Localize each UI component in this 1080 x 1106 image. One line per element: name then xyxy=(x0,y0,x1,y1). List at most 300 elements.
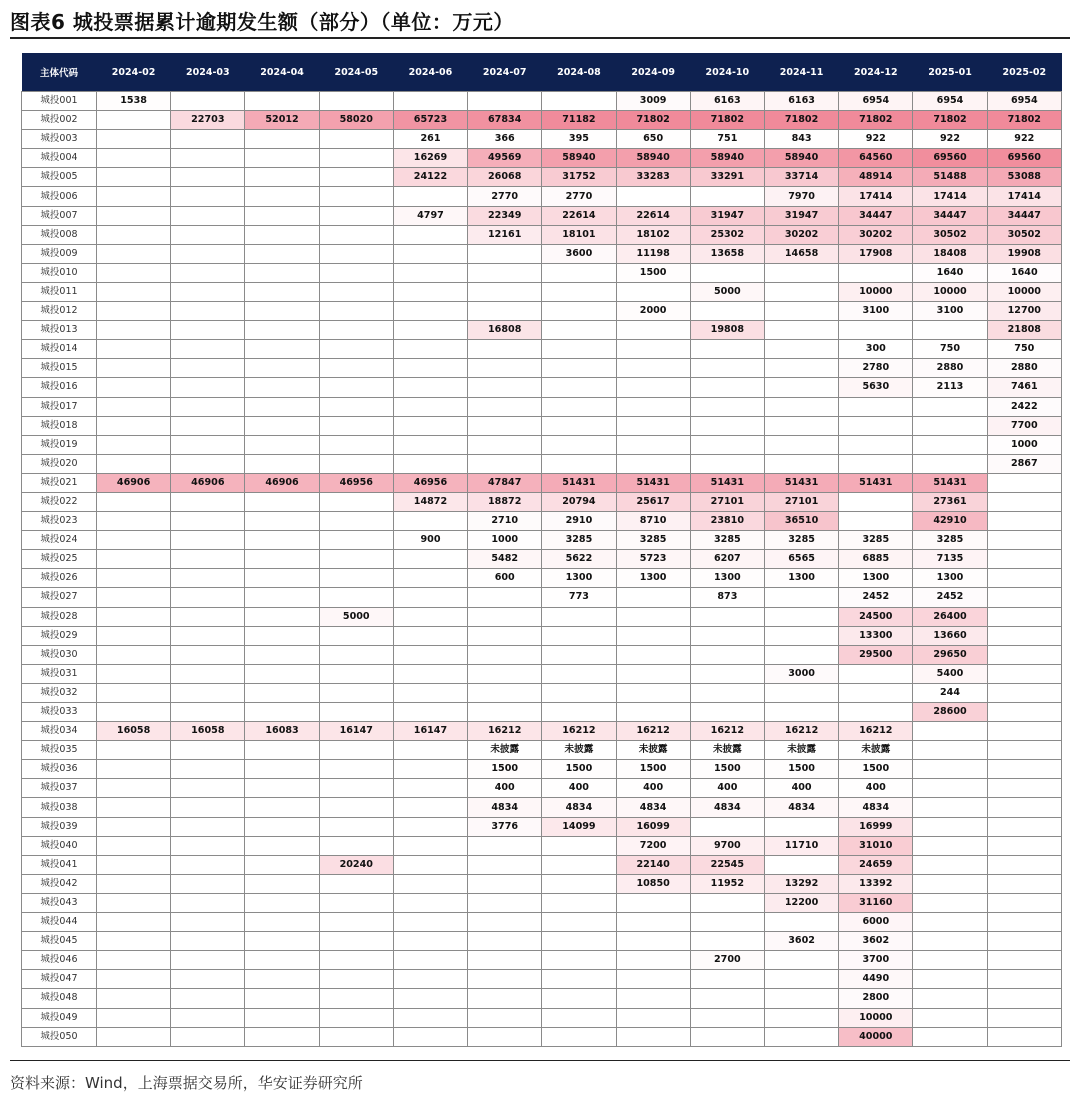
table-cell xyxy=(393,932,467,951)
table-cell: 3285 xyxy=(542,531,616,550)
table-cell xyxy=(690,817,764,836)
table-cell: 23810 xyxy=(690,512,764,531)
table-cell: 31752 xyxy=(542,168,616,187)
table-cell: 58940 xyxy=(616,149,690,168)
table-cell xyxy=(393,359,467,378)
table-cell xyxy=(97,416,171,435)
header-month: 2024-02 xyxy=(97,53,171,92)
row-label: 城投012 xyxy=(22,302,97,321)
table-cell xyxy=(690,454,764,473)
table-cell: 31947 xyxy=(764,206,838,225)
table-cell xyxy=(171,970,245,989)
table-cell: 26400 xyxy=(913,607,987,626)
table-cell xyxy=(97,454,171,473)
table-cell xyxy=(764,989,838,1008)
table-cell xyxy=(393,741,467,760)
table-row xyxy=(22,1008,1062,1027)
table-cell: 922 xyxy=(913,130,987,149)
table-cell: 67834 xyxy=(468,111,542,130)
table-cell xyxy=(468,302,542,321)
row-label: 城投003 xyxy=(22,130,97,149)
table-cell: 71802 xyxy=(913,111,987,130)
table-cell xyxy=(393,836,467,855)
table-cell xyxy=(616,1008,690,1027)
table-cell: 7200 xyxy=(616,836,690,855)
table-cell xyxy=(913,741,987,760)
table-cell xyxy=(987,703,1061,722)
table-cell xyxy=(319,741,393,760)
table-cell xyxy=(468,378,542,397)
header-month: 2024-07 xyxy=(468,53,542,92)
table-cell xyxy=(987,645,1061,664)
table-cell xyxy=(97,263,171,282)
table-cell: 22614 xyxy=(542,206,616,225)
table-cell: 1538 xyxy=(97,92,171,111)
table-cell: 873 xyxy=(690,588,764,607)
table-cell xyxy=(319,244,393,263)
table-cell xyxy=(913,932,987,951)
table-cell xyxy=(97,970,171,989)
table-cell: 2000 xyxy=(616,302,690,321)
row-label: 城投013 xyxy=(22,321,97,340)
table-cell xyxy=(97,741,171,760)
table-cell: 24122 xyxy=(393,168,467,187)
table-cell: 49569 xyxy=(468,149,542,168)
table-cell xyxy=(987,607,1061,626)
row-label: 城投037 xyxy=(22,779,97,798)
table-cell xyxy=(319,683,393,702)
table-cell xyxy=(542,378,616,397)
row-label: 城投009 xyxy=(22,244,97,263)
table-cell: 10000 xyxy=(839,1008,913,1027)
table-cell xyxy=(913,397,987,416)
table-cell: 24659 xyxy=(839,855,913,874)
table-cell xyxy=(542,874,616,893)
table-cell xyxy=(97,1027,171,1046)
table-cell xyxy=(913,970,987,989)
table-cell xyxy=(987,1008,1061,1027)
table-cell: 650 xyxy=(616,130,690,149)
table-cell xyxy=(468,1008,542,1027)
table-cell xyxy=(839,454,913,473)
table-cell xyxy=(319,130,393,149)
table-cell: 750 xyxy=(987,340,1061,359)
table-cell: 2113 xyxy=(913,378,987,397)
table-cell xyxy=(616,282,690,301)
table-cell xyxy=(319,321,393,340)
table-cell xyxy=(468,951,542,970)
overdue-table xyxy=(21,53,1062,1047)
table-row xyxy=(22,932,1062,951)
table-cell xyxy=(171,130,245,149)
table-cell xyxy=(542,970,616,989)
table-cell xyxy=(97,951,171,970)
table-cell: 750 xyxy=(913,340,987,359)
table-cell xyxy=(319,302,393,321)
table-cell xyxy=(764,397,838,416)
table-cell: 4834 xyxy=(839,798,913,817)
table-cell xyxy=(616,626,690,645)
table-cell xyxy=(616,588,690,607)
table-cell xyxy=(171,282,245,301)
table-cell: 6163 xyxy=(690,92,764,111)
row-label: 城投014 xyxy=(22,340,97,359)
table-row xyxy=(22,683,1062,702)
table-cell: 13292 xyxy=(764,874,838,893)
table-cell xyxy=(393,187,467,206)
table-cell: 33291 xyxy=(690,168,764,187)
table-cell xyxy=(319,913,393,932)
table-cell xyxy=(171,378,245,397)
table-cell xyxy=(987,1027,1061,1046)
table-cell: 8710 xyxy=(616,512,690,531)
table-cell: 6954 xyxy=(839,92,913,111)
table-cell xyxy=(393,454,467,473)
table-cell: 51431 xyxy=(913,473,987,492)
table-cell xyxy=(616,454,690,473)
table-cell: 5400 xyxy=(913,664,987,683)
row-label: 城投018 xyxy=(22,416,97,435)
table-cell xyxy=(616,913,690,932)
row-label: 城投021 xyxy=(22,473,97,492)
table-cell: 33283 xyxy=(616,168,690,187)
table-cell xyxy=(764,951,838,970)
table-cell xyxy=(987,817,1061,836)
table-cell xyxy=(319,569,393,588)
table-cell: 2452 xyxy=(839,588,913,607)
table-cell xyxy=(764,302,838,321)
table-cell xyxy=(245,302,319,321)
table-row xyxy=(22,588,1062,607)
table-cell xyxy=(393,550,467,569)
row-label: 城投042 xyxy=(22,874,97,893)
table-cell xyxy=(616,664,690,683)
table-cell: 3776 xyxy=(468,817,542,836)
header-entity-code: 主体代码 xyxy=(22,53,97,92)
row-label: 城投032 xyxy=(22,683,97,702)
table-cell xyxy=(468,416,542,435)
table-cell xyxy=(690,1008,764,1027)
table-cell xyxy=(245,1027,319,1046)
table-cell xyxy=(97,206,171,225)
table-cell xyxy=(171,454,245,473)
table-cell: 1640 xyxy=(913,263,987,282)
table-cell xyxy=(245,932,319,951)
table-cell xyxy=(764,1008,838,1027)
table-row xyxy=(22,893,1062,912)
table-cell xyxy=(913,760,987,779)
table-cell: 30502 xyxy=(987,225,1061,244)
row-label: 城投017 xyxy=(22,397,97,416)
table-cell xyxy=(468,92,542,111)
table-cell: 2880 xyxy=(913,359,987,378)
table-cell xyxy=(171,779,245,798)
table-row xyxy=(22,92,1062,111)
table-cell xyxy=(245,569,319,588)
table-cell: 1300 xyxy=(616,569,690,588)
table-cell xyxy=(542,951,616,970)
table-row xyxy=(22,664,1062,683)
table-cell: 395 xyxy=(542,130,616,149)
table-cell: 400 xyxy=(542,779,616,798)
table-cell xyxy=(245,607,319,626)
table-cell xyxy=(987,722,1061,741)
table-cell: 16212 xyxy=(468,722,542,741)
table-cell: 17414 xyxy=(839,187,913,206)
table-cell xyxy=(245,550,319,569)
table-cell xyxy=(616,435,690,454)
row-label: 城投047 xyxy=(22,970,97,989)
table-cell xyxy=(468,970,542,989)
table-cell xyxy=(171,435,245,454)
table-cell xyxy=(97,550,171,569)
table-cell xyxy=(764,340,838,359)
table-cell: 7135 xyxy=(913,550,987,569)
table-cell xyxy=(764,645,838,664)
table-cell xyxy=(393,321,467,340)
table-cell xyxy=(764,913,838,932)
table-cell: 3285 xyxy=(764,531,838,550)
table-cell xyxy=(393,435,467,454)
table-cell: 3285 xyxy=(690,531,764,550)
table-cell: 未披露 xyxy=(542,741,616,760)
table-cell xyxy=(319,168,393,187)
table-cell xyxy=(393,817,467,836)
table-cell xyxy=(764,683,838,702)
table-cell xyxy=(393,92,467,111)
table-cell: 2452 xyxy=(913,588,987,607)
table-cell xyxy=(987,569,1061,588)
table-cell: 5723 xyxy=(616,550,690,569)
table-cell: 16212 xyxy=(616,722,690,741)
table-row xyxy=(22,359,1062,378)
table-cell xyxy=(616,187,690,206)
row-label: 城投020 xyxy=(22,454,97,473)
table-cell: 71182 xyxy=(542,111,616,130)
table-cell: 53088 xyxy=(987,168,1061,187)
table-header-row xyxy=(22,53,1062,92)
table-cell: 4797 xyxy=(393,206,467,225)
table-cell xyxy=(468,263,542,282)
table-cell: 27361 xyxy=(913,492,987,511)
row-label: 城投006 xyxy=(22,187,97,206)
table-cell xyxy=(764,378,838,397)
table-cell: 22703 xyxy=(171,111,245,130)
table-row xyxy=(22,741,1062,760)
table-cell: 10000 xyxy=(839,282,913,301)
table-cell xyxy=(393,989,467,1008)
table-cell xyxy=(987,492,1061,511)
table-cell: 16212 xyxy=(542,722,616,741)
table-cell xyxy=(839,435,913,454)
table-cell: 51431 xyxy=(764,473,838,492)
table-row xyxy=(22,703,1062,722)
row-label: 城投007 xyxy=(22,206,97,225)
table-cell xyxy=(171,92,245,111)
row-label: 城投034 xyxy=(22,722,97,741)
table-row xyxy=(22,626,1062,645)
table-cell: 16147 xyxy=(319,722,393,741)
table-cell: 13660 xyxy=(913,626,987,645)
table-cell xyxy=(245,970,319,989)
table-cell xyxy=(468,359,542,378)
table-cell xyxy=(839,321,913,340)
table-cell: 261 xyxy=(393,130,467,149)
table-cell xyxy=(468,1027,542,1046)
table-cell xyxy=(764,1027,838,1046)
table-cell xyxy=(171,569,245,588)
table-cell xyxy=(319,263,393,282)
row-label: 城投050 xyxy=(22,1027,97,1046)
table-cell xyxy=(468,893,542,912)
table-cell: 34447 xyxy=(839,206,913,225)
table-cell xyxy=(987,893,1061,912)
table-cell xyxy=(97,817,171,836)
table-row xyxy=(22,512,1062,531)
table-cell xyxy=(913,1027,987,1046)
table-cell xyxy=(987,874,1061,893)
table-cell xyxy=(319,970,393,989)
row-label: 城投046 xyxy=(22,951,97,970)
table-cell xyxy=(839,492,913,511)
table-cell: 6885 xyxy=(839,550,913,569)
table-row xyxy=(22,970,1062,989)
header-month: 2024-04 xyxy=(245,53,319,92)
table-cell xyxy=(171,492,245,511)
table-cell xyxy=(245,397,319,416)
table-cell xyxy=(764,817,838,836)
table-cell xyxy=(542,913,616,932)
header-month: 2024-12 xyxy=(839,53,913,92)
table-row xyxy=(22,645,1062,664)
table-row xyxy=(22,951,1062,970)
table-cell: 34447 xyxy=(987,206,1061,225)
table-cell: 1500 xyxy=(690,760,764,779)
table-cell xyxy=(171,760,245,779)
table-cell xyxy=(542,359,616,378)
table-cell xyxy=(97,111,171,130)
table-cell xyxy=(913,836,987,855)
table-cell: 1300 xyxy=(690,569,764,588)
table-cell: 4834 xyxy=(616,798,690,817)
table-cell xyxy=(171,321,245,340)
table-cell xyxy=(171,588,245,607)
table-cell xyxy=(542,703,616,722)
table-cell: 27101 xyxy=(764,492,838,511)
table-cell xyxy=(393,970,467,989)
table-cell xyxy=(542,683,616,702)
table-cell: 42910 xyxy=(913,512,987,531)
table-cell xyxy=(319,397,393,416)
table-cell: 28600 xyxy=(913,703,987,722)
table-cell xyxy=(839,397,913,416)
table-cell xyxy=(764,703,838,722)
table-cell xyxy=(319,874,393,893)
table-cell xyxy=(616,970,690,989)
table-cell xyxy=(690,263,764,282)
table-cell xyxy=(393,703,467,722)
table-cell: 30202 xyxy=(839,225,913,244)
table-cell xyxy=(171,626,245,645)
table-body xyxy=(22,92,1062,1047)
table-row xyxy=(22,913,1062,932)
table-cell xyxy=(393,779,467,798)
table-cell xyxy=(245,378,319,397)
table-cell xyxy=(616,703,690,722)
table-cell xyxy=(97,130,171,149)
table-cell: 2867 xyxy=(987,454,1061,473)
table-row xyxy=(22,550,1062,569)
table-cell xyxy=(319,645,393,664)
row-label: 城投026 xyxy=(22,569,97,588)
table-cell xyxy=(319,703,393,722)
table-cell xyxy=(97,321,171,340)
table-row xyxy=(22,302,1062,321)
row-label: 城投005 xyxy=(22,168,97,187)
table-cell: 48914 xyxy=(839,168,913,187)
table-cell: 51431 xyxy=(690,473,764,492)
table-cell: 29500 xyxy=(839,645,913,664)
table-cell xyxy=(987,473,1061,492)
table-cell xyxy=(97,760,171,779)
table-cell xyxy=(97,340,171,359)
table-cell xyxy=(319,760,393,779)
table-cell: 922 xyxy=(839,130,913,149)
table-row xyxy=(22,130,1062,149)
table-cell xyxy=(690,932,764,951)
table-cell xyxy=(393,855,467,874)
table-cell: 16999 xyxy=(839,817,913,836)
table-cell: 16808 xyxy=(468,321,542,340)
table-cell xyxy=(542,282,616,301)
table-cell xyxy=(542,397,616,416)
table-cell xyxy=(319,359,393,378)
table-cell xyxy=(690,970,764,989)
table-cell xyxy=(542,664,616,683)
table-cell xyxy=(97,836,171,855)
row-label: 城投022 xyxy=(22,492,97,511)
table-cell xyxy=(690,435,764,454)
table-cell xyxy=(97,779,171,798)
table-cell: 14658 xyxy=(764,244,838,263)
footer-rule xyxy=(10,1060,1070,1061)
table-cell xyxy=(616,397,690,416)
table-cell: 2780 xyxy=(839,359,913,378)
table-row xyxy=(22,760,1062,779)
table-cell xyxy=(690,1027,764,1046)
table-cell xyxy=(468,588,542,607)
table-cell xyxy=(245,282,319,301)
table-cell: 1500 xyxy=(468,760,542,779)
table-cell xyxy=(468,340,542,359)
table-cell xyxy=(245,855,319,874)
table-cell xyxy=(690,989,764,1008)
table-cell: 未披露 xyxy=(839,741,913,760)
table-cell xyxy=(245,225,319,244)
table-cell: 9700 xyxy=(690,836,764,855)
table-cell xyxy=(245,359,319,378)
table-cell xyxy=(542,607,616,626)
table-cell: 6000 xyxy=(839,913,913,932)
table-cell xyxy=(616,951,690,970)
table-cell: 4834 xyxy=(468,798,542,817)
table-cell xyxy=(690,187,764,206)
table-cell: 16058 xyxy=(97,722,171,741)
table-cell xyxy=(171,741,245,760)
table-cell xyxy=(97,492,171,511)
table-cell: 400 xyxy=(468,779,542,798)
table-cell xyxy=(468,626,542,645)
